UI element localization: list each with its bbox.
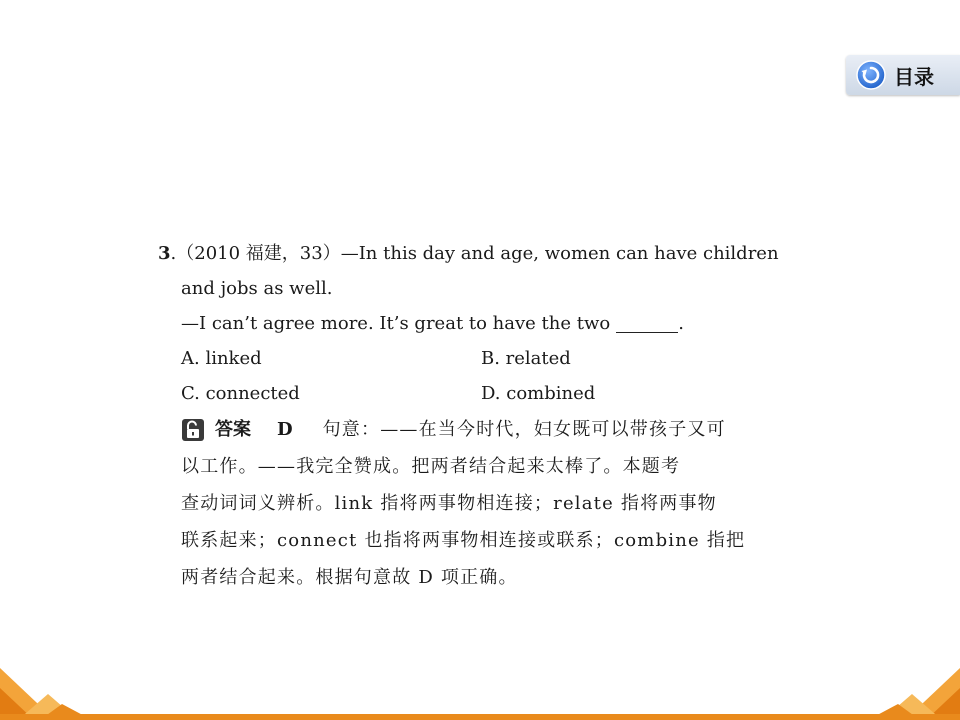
question-text-3-end: . bbox=[678, 313, 684, 334]
question-block bbox=[158, 236, 798, 596]
corner-decoration-left bbox=[0, 660, 100, 720]
question-text-3: —I can’t agree more. It’s great to have the two bbox=[181, 313, 611, 334]
question-line-2 bbox=[158, 271, 798, 306]
options-row-1 bbox=[158, 341, 798, 376]
toc-label: 目录 bbox=[894, 64, 934, 89]
toc-button[interactable] bbox=[846, 55, 960, 95]
unlock-icon bbox=[181, 418, 205, 442]
corner-decoration-right bbox=[860, 660, 960, 720]
option-c: C. connected bbox=[181, 383, 300, 404]
circular-arrow-icon bbox=[856, 60, 886, 90]
explanation-line-2: 以工作。——我完全赞成。把两者结合起来太棒了。本题考 bbox=[181, 456, 681, 477]
option-a: A. linked bbox=[181, 348, 262, 369]
answer-letter: D bbox=[277, 419, 293, 440]
question-number: 3 bbox=[158, 243, 171, 264]
option-b: B. related bbox=[481, 348, 571, 369]
options-row-2 bbox=[158, 376, 798, 411]
question-source: .（2010 福建，33） bbox=[170, 243, 341, 264]
question-line-3 bbox=[158, 306, 798, 341]
question-text-1: —In this day and age, women can have children bbox=[340, 243, 779, 264]
option-d: D. combined bbox=[481, 383, 596, 404]
question-line-1 bbox=[158, 236, 798, 271]
bottom-bar bbox=[0, 714, 960, 720]
explanation-line-3: 查动词词义辨析。link 指将两事物相连接；relate 指将两事物 bbox=[181, 493, 717, 514]
answer-label: 答案 bbox=[215, 419, 251, 440]
explanation-line-5: 两者结合起来。根据句意故 D 项正确。 bbox=[181, 567, 518, 588]
explanation-line-1: 句意：——在当今时代，妇女既可以带孩子又可 bbox=[322, 419, 726, 440]
explanation-line-4: 联系起来；connect 也指将两事物相连接或联系；combine 指把 bbox=[181, 530, 746, 551]
answer-line bbox=[158, 411, 798, 448]
question-text-2: and jobs as well. bbox=[181, 278, 333, 299]
answer-blank bbox=[616, 312, 678, 333]
